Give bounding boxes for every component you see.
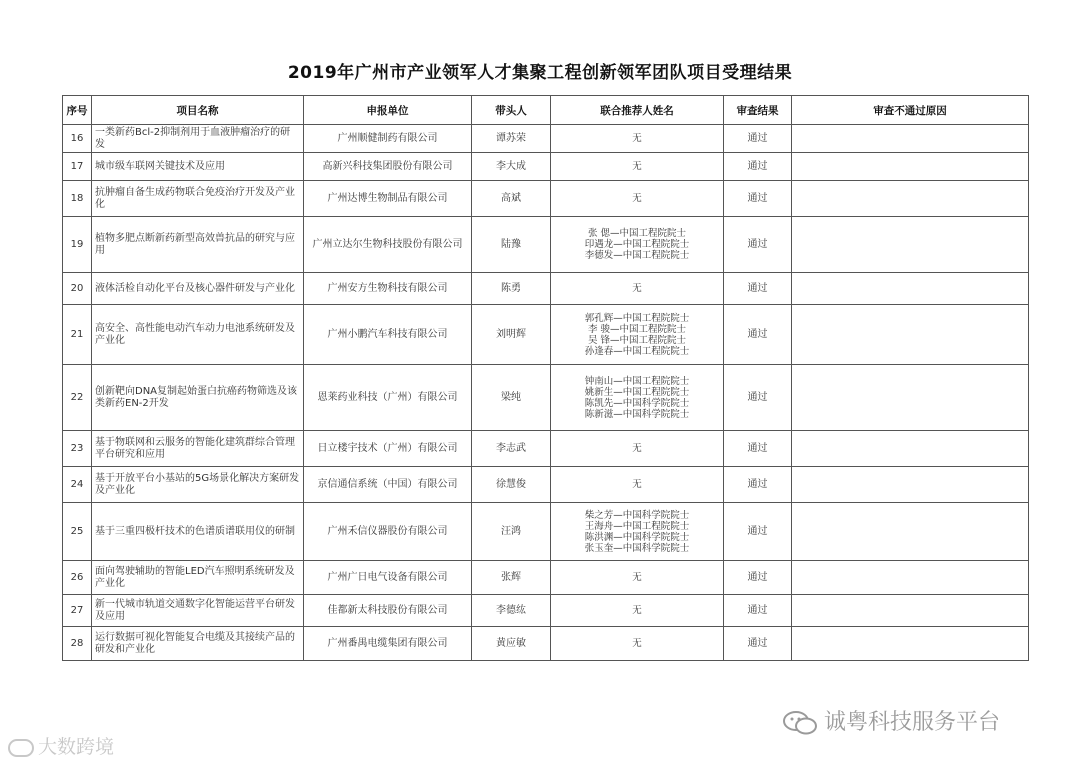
header-no: 序号 bbox=[63, 96, 92, 125]
cell-reason bbox=[792, 305, 1029, 365]
cell-reason bbox=[792, 503, 1029, 561]
cell-reason bbox=[792, 125, 1029, 153]
cell-no: 18 bbox=[63, 181, 92, 217]
cell-unit: 广州广日电气设备有限公司 bbox=[304, 561, 472, 595]
cell-result: 通过 bbox=[724, 153, 792, 181]
cell-unit: 恩莱药业科技（广州）有限公司 bbox=[304, 365, 472, 431]
recommender-line: 无 bbox=[632, 638, 642, 649]
cell-unit: 广州顺健制药有限公司 bbox=[304, 125, 472, 153]
recommender-line: 陈凯先—中国科学院院士 bbox=[584, 397, 690, 409]
cell-recommenders bbox=[551, 217, 724, 273]
cell-unit: 广州安方生物科技有限公司 bbox=[304, 273, 472, 305]
recommender-line: 无 bbox=[632, 443, 642, 454]
cell-project: 新一代城市轨道交通数字化智能运营平台研发及应用 bbox=[92, 595, 304, 627]
cell-reason bbox=[792, 365, 1029, 431]
header-unit: 申报单位 bbox=[304, 96, 472, 125]
recommender-line: 陈洪渊—中国科学院院士 bbox=[584, 531, 690, 543]
cell-project: 面向驾驶辅助的智能LED汽车照明系统研发及产业化 bbox=[92, 561, 304, 595]
table-row bbox=[63, 467, 1029, 503]
recommender-line: 王海舟—中国工程院院士 bbox=[584, 520, 690, 532]
cell-reason bbox=[792, 467, 1029, 503]
recommender-line: 无 bbox=[632, 479, 642, 490]
cell-project: 基于物联网和云服务的智能化建筑群综合管理平台研究和应用 bbox=[92, 431, 304, 467]
header-project: 项目名称 bbox=[92, 96, 304, 125]
recommender-line: 钟南山—中国工程院院士 bbox=[584, 375, 690, 387]
recommender-line: 孙逢春—中国工程院院士 bbox=[584, 345, 690, 357]
cell-recommenders bbox=[551, 305, 724, 365]
recommender-line: 姚新生—中国工程院院士 bbox=[584, 386, 690, 398]
cell-result: 通过 bbox=[724, 365, 792, 431]
chat-logo-icon bbox=[8, 739, 34, 757]
cell-recommenders bbox=[551, 503, 724, 561]
cell-no: 17 bbox=[63, 153, 92, 181]
cell-result: 通过 bbox=[724, 503, 792, 561]
results-table bbox=[62, 95, 1029, 661]
table-row bbox=[63, 561, 1029, 595]
cell-recommenders bbox=[551, 467, 724, 503]
recommender-line: 张玉奎—中国科学院院士 bbox=[584, 542, 690, 554]
cell-project: 基于开放平台小基站的5G场景化解决方案研发及产业化 bbox=[92, 467, 304, 503]
cell-recommenders bbox=[551, 627, 724, 661]
cell-project: 抗肿瘤自备生成药物联合免疫治疗开发及产业化 bbox=[92, 181, 304, 217]
cell-no: 20 bbox=[63, 273, 92, 305]
cell-leader: 谭苏荣 bbox=[472, 125, 551, 153]
watermark-left-text: 大数跨境 bbox=[38, 736, 115, 758]
cell-unit: 京信通信系统（中国）有限公司 bbox=[304, 467, 472, 503]
cell-reason bbox=[792, 153, 1029, 181]
cell-reason bbox=[792, 217, 1029, 273]
cell-recommenders bbox=[551, 431, 724, 467]
cell-leader: 李德纮 bbox=[472, 595, 551, 627]
cell-project: 植物多肥点断新药新型高效兽抗品的研究与应用 bbox=[92, 217, 304, 273]
cell-leader: 黄应敏 bbox=[472, 627, 551, 661]
header-result: 审查结果 bbox=[724, 96, 792, 125]
cell-unit: 广州禾信仪器股份有限公司 bbox=[304, 503, 472, 561]
table-row bbox=[63, 125, 1029, 153]
header-recommenders: 联合推荐人姓名 bbox=[551, 96, 724, 125]
cell-recommenders bbox=[551, 365, 724, 431]
table-row bbox=[63, 273, 1029, 305]
cell-leader: 陈勇 bbox=[472, 273, 551, 305]
recommender-line: 张 偲—中国工程院院士 bbox=[587, 228, 687, 239]
cell-no: 21 bbox=[63, 305, 92, 365]
wechat-icon bbox=[782, 710, 818, 736]
cell-reason bbox=[792, 561, 1029, 595]
cell-project: 运行数据可视化智能复合电缆及其接续产品的研发和产业化 bbox=[92, 627, 304, 661]
cell-recommenders bbox=[551, 561, 724, 595]
table-row bbox=[63, 365, 1029, 431]
table-body bbox=[63, 125, 1029, 661]
recommender-line: 印遇龙—中国工程院院士 bbox=[584, 239, 690, 250]
table-row bbox=[63, 305, 1029, 365]
cell-no: 19 bbox=[63, 217, 92, 273]
cell-result: 通过 bbox=[724, 305, 792, 365]
cell-unit: 广州番禺电缆集团有限公司 bbox=[304, 627, 472, 661]
recommender-line: 吴 锋—中国工程院院士 bbox=[587, 334, 687, 346]
cell-result: 通过 bbox=[724, 561, 792, 595]
watermark-right-text: 诚粤科技服务平台 bbox=[824, 710, 1001, 735]
cell-leader: 陆豫 bbox=[472, 217, 551, 273]
recommender-line: 无 bbox=[632, 605, 642, 616]
watermark-right bbox=[782, 705, 1000, 736]
cell-unit: 日立楼宇技术（广州）有限公司 bbox=[304, 431, 472, 467]
cell-no: 25 bbox=[63, 503, 92, 561]
recommender-line: 郭孔辉—中国工程院院士 bbox=[584, 312, 690, 324]
table-row bbox=[63, 627, 1029, 661]
cell-leader: 李志武 bbox=[472, 431, 551, 467]
cell-project: 基于三重四极杆技术的色谱质谱联用仪的研制 bbox=[92, 503, 304, 561]
cell-leader: 刘明辉 bbox=[472, 305, 551, 365]
cell-unit: 佳都新太科技股份有限公司 bbox=[304, 595, 472, 627]
cell-result: 通过 bbox=[724, 627, 792, 661]
cell-leader: 梁纯 bbox=[472, 365, 551, 431]
cell-no: 27 bbox=[63, 595, 92, 627]
cell-leader: 李大成 bbox=[472, 153, 551, 181]
header-reason: 审查不通过原因 bbox=[792, 96, 1029, 125]
cell-leader: 张辉 bbox=[472, 561, 551, 595]
cell-no: 16 bbox=[63, 125, 92, 153]
cell-recommenders bbox=[551, 273, 724, 305]
recommender-line: 柴之芳—中国科学院院士 bbox=[584, 509, 690, 521]
table-row bbox=[63, 217, 1029, 273]
cell-unit: 广州小鹏汽车科技有限公司 bbox=[304, 305, 472, 365]
cell-reason bbox=[792, 181, 1029, 217]
cell-reason bbox=[792, 273, 1029, 305]
table-row bbox=[63, 503, 1029, 561]
cell-project: 一类新药Bcl-2抑制剂用于血液肿瘤治疗的研发 bbox=[92, 125, 304, 153]
cell-recommenders bbox=[551, 125, 724, 153]
watermark-left bbox=[8, 732, 114, 759]
cell-result: 通过 bbox=[724, 431, 792, 467]
cell-leader: 汪鸿 bbox=[472, 503, 551, 561]
cell-no: 23 bbox=[63, 431, 92, 467]
cell-result: 通过 bbox=[724, 181, 792, 217]
recommender-line: 无 bbox=[632, 133, 642, 144]
table-row bbox=[63, 431, 1029, 467]
cell-result: 通过 bbox=[724, 125, 792, 153]
cell-result: 通过 bbox=[724, 217, 792, 273]
recommender-line: 无 bbox=[632, 161, 642, 172]
recommender-line: 陈新滋—中国科学院院士 bbox=[584, 408, 690, 420]
cell-project: 高安全、高性能电动汽车动力电池系统研发及产业化 bbox=[92, 305, 304, 365]
cell-no: 28 bbox=[63, 627, 92, 661]
cell-unit: 广州达博生物制品有限公司 bbox=[304, 181, 472, 217]
cell-recommenders bbox=[551, 153, 724, 181]
cell-result: 通过 bbox=[724, 595, 792, 627]
document-title: 2019年广州市产业领军人才集聚工程创新领军团队项目受理结果 bbox=[287, 63, 793, 83]
header-leader: 带头人 bbox=[472, 96, 551, 125]
table-row bbox=[63, 181, 1029, 217]
cell-recommenders bbox=[551, 595, 724, 627]
cell-recommenders bbox=[551, 181, 724, 217]
cell-reason bbox=[792, 627, 1029, 661]
table-header-row bbox=[63, 96, 1029, 125]
cell-result: 通过 bbox=[724, 467, 792, 503]
cell-result: 通过 bbox=[724, 273, 792, 305]
table-row bbox=[63, 595, 1029, 627]
cell-leader: 徐慧俊 bbox=[472, 467, 551, 503]
cell-project: 城市级车联网关键技术及应用 bbox=[92, 153, 304, 181]
recommender-line: 无 bbox=[632, 193, 642, 204]
recommender-line: 无 bbox=[632, 572, 642, 583]
cell-project: 液体活检自动化平台及核心器件研发与产业化 bbox=[92, 273, 304, 305]
recommender-line: 李 骏—中国工程院院士 bbox=[587, 323, 687, 335]
table-row bbox=[63, 153, 1029, 181]
cell-reason bbox=[792, 595, 1029, 627]
recommender-line: 无 bbox=[632, 283, 642, 294]
cell-no: 26 bbox=[63, 561, 92, 595]
cell-reason bbox=[792, 431, 1029, 467]
cell-no: 24 bbox=[63, 467, 92, 503]
cell-unit: 高新兴科技集团股份有限公司 bbox=[304, 153, 472, 181]
cell-unit: 广州立达尔生物科技股份有限公司 bbox=[304, 217, 472, 273]
cell-leader: 高斌 bbox=[472, 181, 551, 217]
cell-project: 创新靶向DNA复制起始蛋白抗癌药物筛选及该类新药EN-2开发 bbox=[92, 365, 304, 431]
recommender-line: 李德发—中国工程院院士 bbox=[584, 250, 690, 261]
cell-no: 22 bbox=[63, 365, 92, 431]
